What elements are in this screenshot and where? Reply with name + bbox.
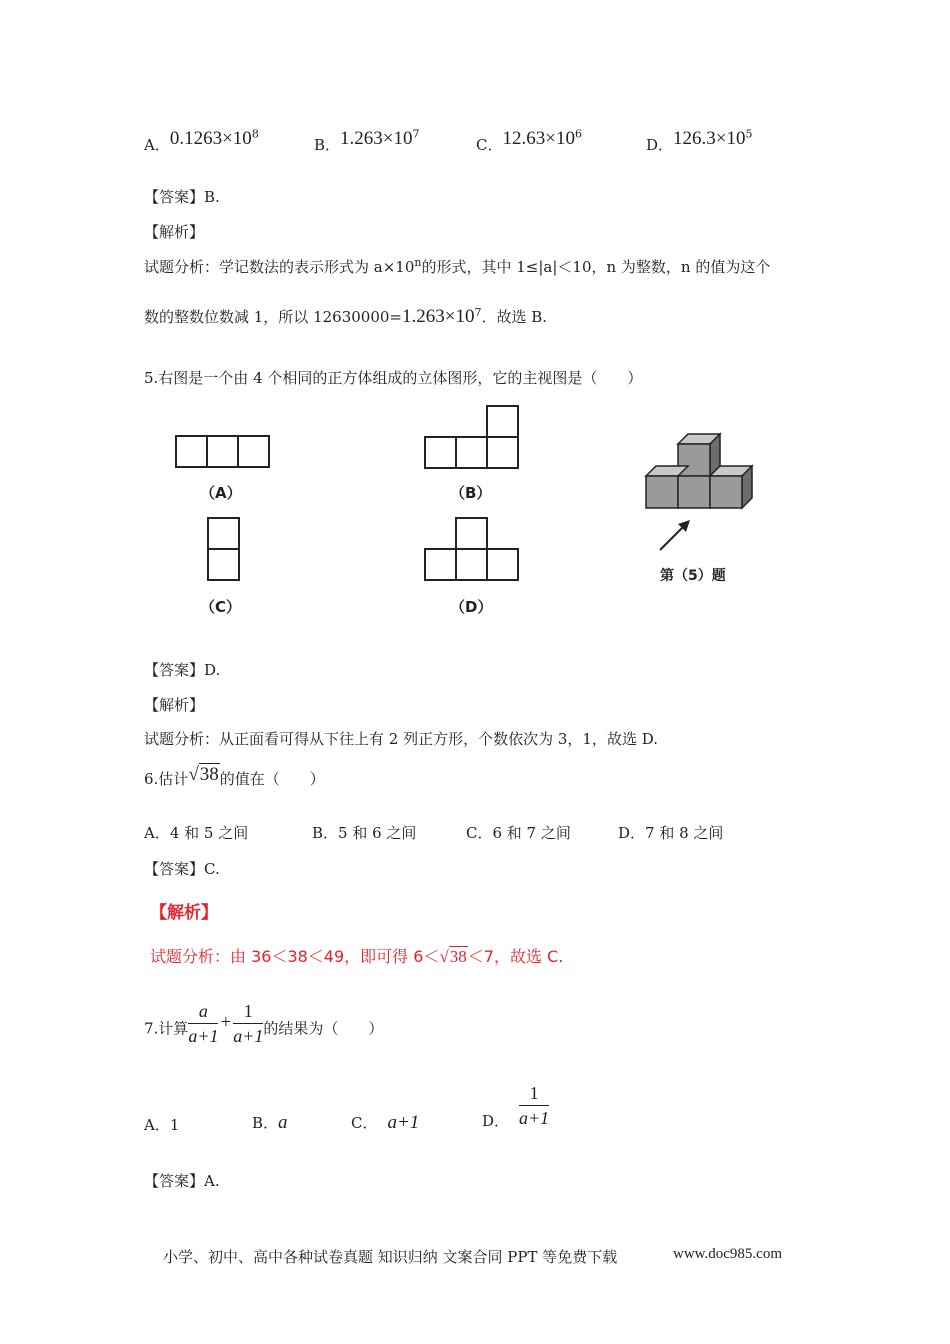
question-text: 6.估计 <box>144 770 189 788</box>
q6-analysis <box>150 944 563 967</box>
q4-option-d <box>646 128 753 155</box>
sqrt-expression <box>439 947 467 967</box>
option-label: D． <box>646 136 674 154</box>
analysis-text: 数的整数位数减 1，所以 12630000= <box>144 308 402 326</box>
q5-option-d-figure <box>418 512 528 589</box>
analysis-text: 试题分析：学记数法的表示形式为 a×10 <box>144 258 415 276</box>
footer-text: 小学、初中、高中各种试卷真题 知识归纳 文案合同 PPT 等免费下载 <box>163 1248 618 1266</box>
fraction-numerator: 1 <box>519 1082 549 1106</box>
q6-answer: 【答案】C. <box>144 860 220 878</box>
option-label: D． <box>482 1112 510 1130</box>
q4-answer: 【答案】B. <box>144 188 220 206</box>
square <box>208 549 239 580</box>
option-label: B． <box>314 136 341 154</box>
option-times: ×10 <box>382 128 413 149</box>
option-label: C． <box>476 136 503 154</box>
square <box>208 518 239 549</box>
q5-label-c: （C） <box>200 598 242 616</box>
option-mantissa: 126.3 <box>673 128 716 149</box>
analysis-math: 1.263×10 <box>402 306 475 327</box>
square <box>425 437 456 468</box>
footer-website[interactable]: www.doc985.com <box>673 1246 783 1262</box>
q7-answer: 【答案】A. <box>144 1172 220 1190</box>
q7-option-a <box>144 1114 179 1135</box>
option-times: ×10 <box>715 128 746 149</box>
question-text: 7.计算 <box>144 1019 189 1038</box>
q7-option-b <box>252 1112 288 1134</box>
square <box>207 436 238 467</box>
radical-sign: √ <box>188 764 199 785</box>
q5-analysis: 试题分析：从正面看可得从下往上有 2 列正方形，个数依次为 3，1，故选 D. <box>144 730 658 748</box>
q4-analysis-title: 【解析】 <box>144 223 205 241</box>
fraction <box>519 1082 549 1129</box>
option-exponent: 7 <box>412 127 420 141</box>
radicand: 38 <box>199 764 219 785</box>
question-text: 的结果为（ ） <box>263 1019 384 1038</box>
q7-question <box>144 1000 383 1047</box>
fraction <box>188 1000 218 1047</box>
option-exponent: 6 <box>574 127 582 141</box>
square <box>456 518 487 549</box>
q5-figure-caption: 第（5）题 <box>660 568 726 584</box>
fraction-denominator: a+1 <box>519 1108 550 1128</box>
square <box>456 549 487 580</box>
square <box>425 549 456 580</box>
cube-front-face <box>678 476 710 508</box>
cube-front-face <box>646 476 678 508</box>
q4-analysis-line1 <box>144 256 770 277</box>
option-value: a+1 <box>387 1112 420 1133</box>
question-text: 的值在（ ） <box>219 770 325 788</box>
q6-option-d: D．7 和 8 之间 <box>618 824 724 842</box>
q5-analysis-title: 【解析】 <box>144 696 205 714</box>
radicand: 38 <box>449 947 467 966</box>
q4-option-c <box>476 128 582 155</box>
option-exponent: 8 <box>251 127 259 141</box>
option-value: 1 <box>169 1116 180 1134</box>
analysis-exponent: 7 <box>474 306 482 319</box>
plus-sign: + <box>220 1011 232 1033</box>
option-exponent: 5 <box>745 127 753 141</box>
option-mantissa: 0.1263 <box>169 128 223 149</box>
analysis-text: 试题分析：由 36＜38＜49，即可得 6＜ <box>150 947 440 966</box>
q5-label-d: （D） <box>450 598 493 616</box>
option-times: ×10 <box>545 128 575 149</box>
q6-option-a: A．4 和 5 之间 <box>144 824 249 842</box>
analysis-exponent: n <box>414 256 422 269</box>
square <box>487 437 518 468</box>
fraction-numerator: 1 <box>233 1000 263 1024</box>
q5-option-c-figure <box>202 512 247 589</box>
square <box>456 437 487 468</box>
q7-option-c <box>351 1112 419 1134</box>
analysis-text: 的形式，其中 1≤|a|＜10，n 为整数，n 的值为这个 <box>421 258 771 276</box>
q5-label-a: （A） <box>200 484 242 502</box>
q4-option-a <box>144 128 259 155</box>
q7-option-d <box>482 1082 549 1131</box>
q4-option-b <box>314 128 420 155</box>
option-mantissa: 12.63 <box>502 128 546 149</box>
square <box>176 436 207 467</box>
square <box>487 549 518 580</box>
cube-front-face <box>710 476 742 508</box>
q5-3d-figure <box>640 428 760 558</box>
q5-answer: 【答案】D. <box>144 661 221 679</box>
option-label: A． <box>144 1116 170 1134</box>
option-label: C． <box>351 1114 378 1132</box>
option-mantissa: 1.263 <box>340 128 383 149</box>
option-label: B． <box>252 1114 279 1132</box>
q6-question <box>144 764 325 789</box>
square <box>487 406 518 437</box>
q5-label-b: （B） <box>450 484 492 502</box>
square <box>238 436 269 467</box>
fraction-denominator: a+1 <box>233 1026 264 1046</box>
analysis-text: ．故选 B. <box>481 308 548 326</box>
option-label: A． <box>144 136 170 154</box>
analysis-text: ＜7，故选 C. <box>467 947 564 966</box>
q6-option-b: B．5 和 6 之间 <box>312 824 417 842</box>
fraction <box>233 1000 263 1047</box>
option-value: a <box>278 1112 288 1133</box>
fraction-denominator: a+1 <box>188 1026 219 1046</box>
option-times: ×10 <box>222 128 252 149</box>
q5-option-b-figure <box>418 398 528 475</box>
q6-option-c: C．6 和 7 之间 <box>466 824 571 842</box>
q5-option-a-figure <box>170 430 280 475</box>
sqrt-expression <box>188 764 219 786</box>
q4-analysis-line2 <box>144 306 547 328</box>
q6-analysis-title: 【解析】 <box>150 903 218 923</box>
radical-sign: √ <box>439 947 449 966</box>
q5-question: 5.右图是一个由 4 个相同的正方体组成的立体图形，它的主视图是（ ） <box>144 369 643 387</box>
fraction-numerator: a <box>188 1000 218 1024</box>
